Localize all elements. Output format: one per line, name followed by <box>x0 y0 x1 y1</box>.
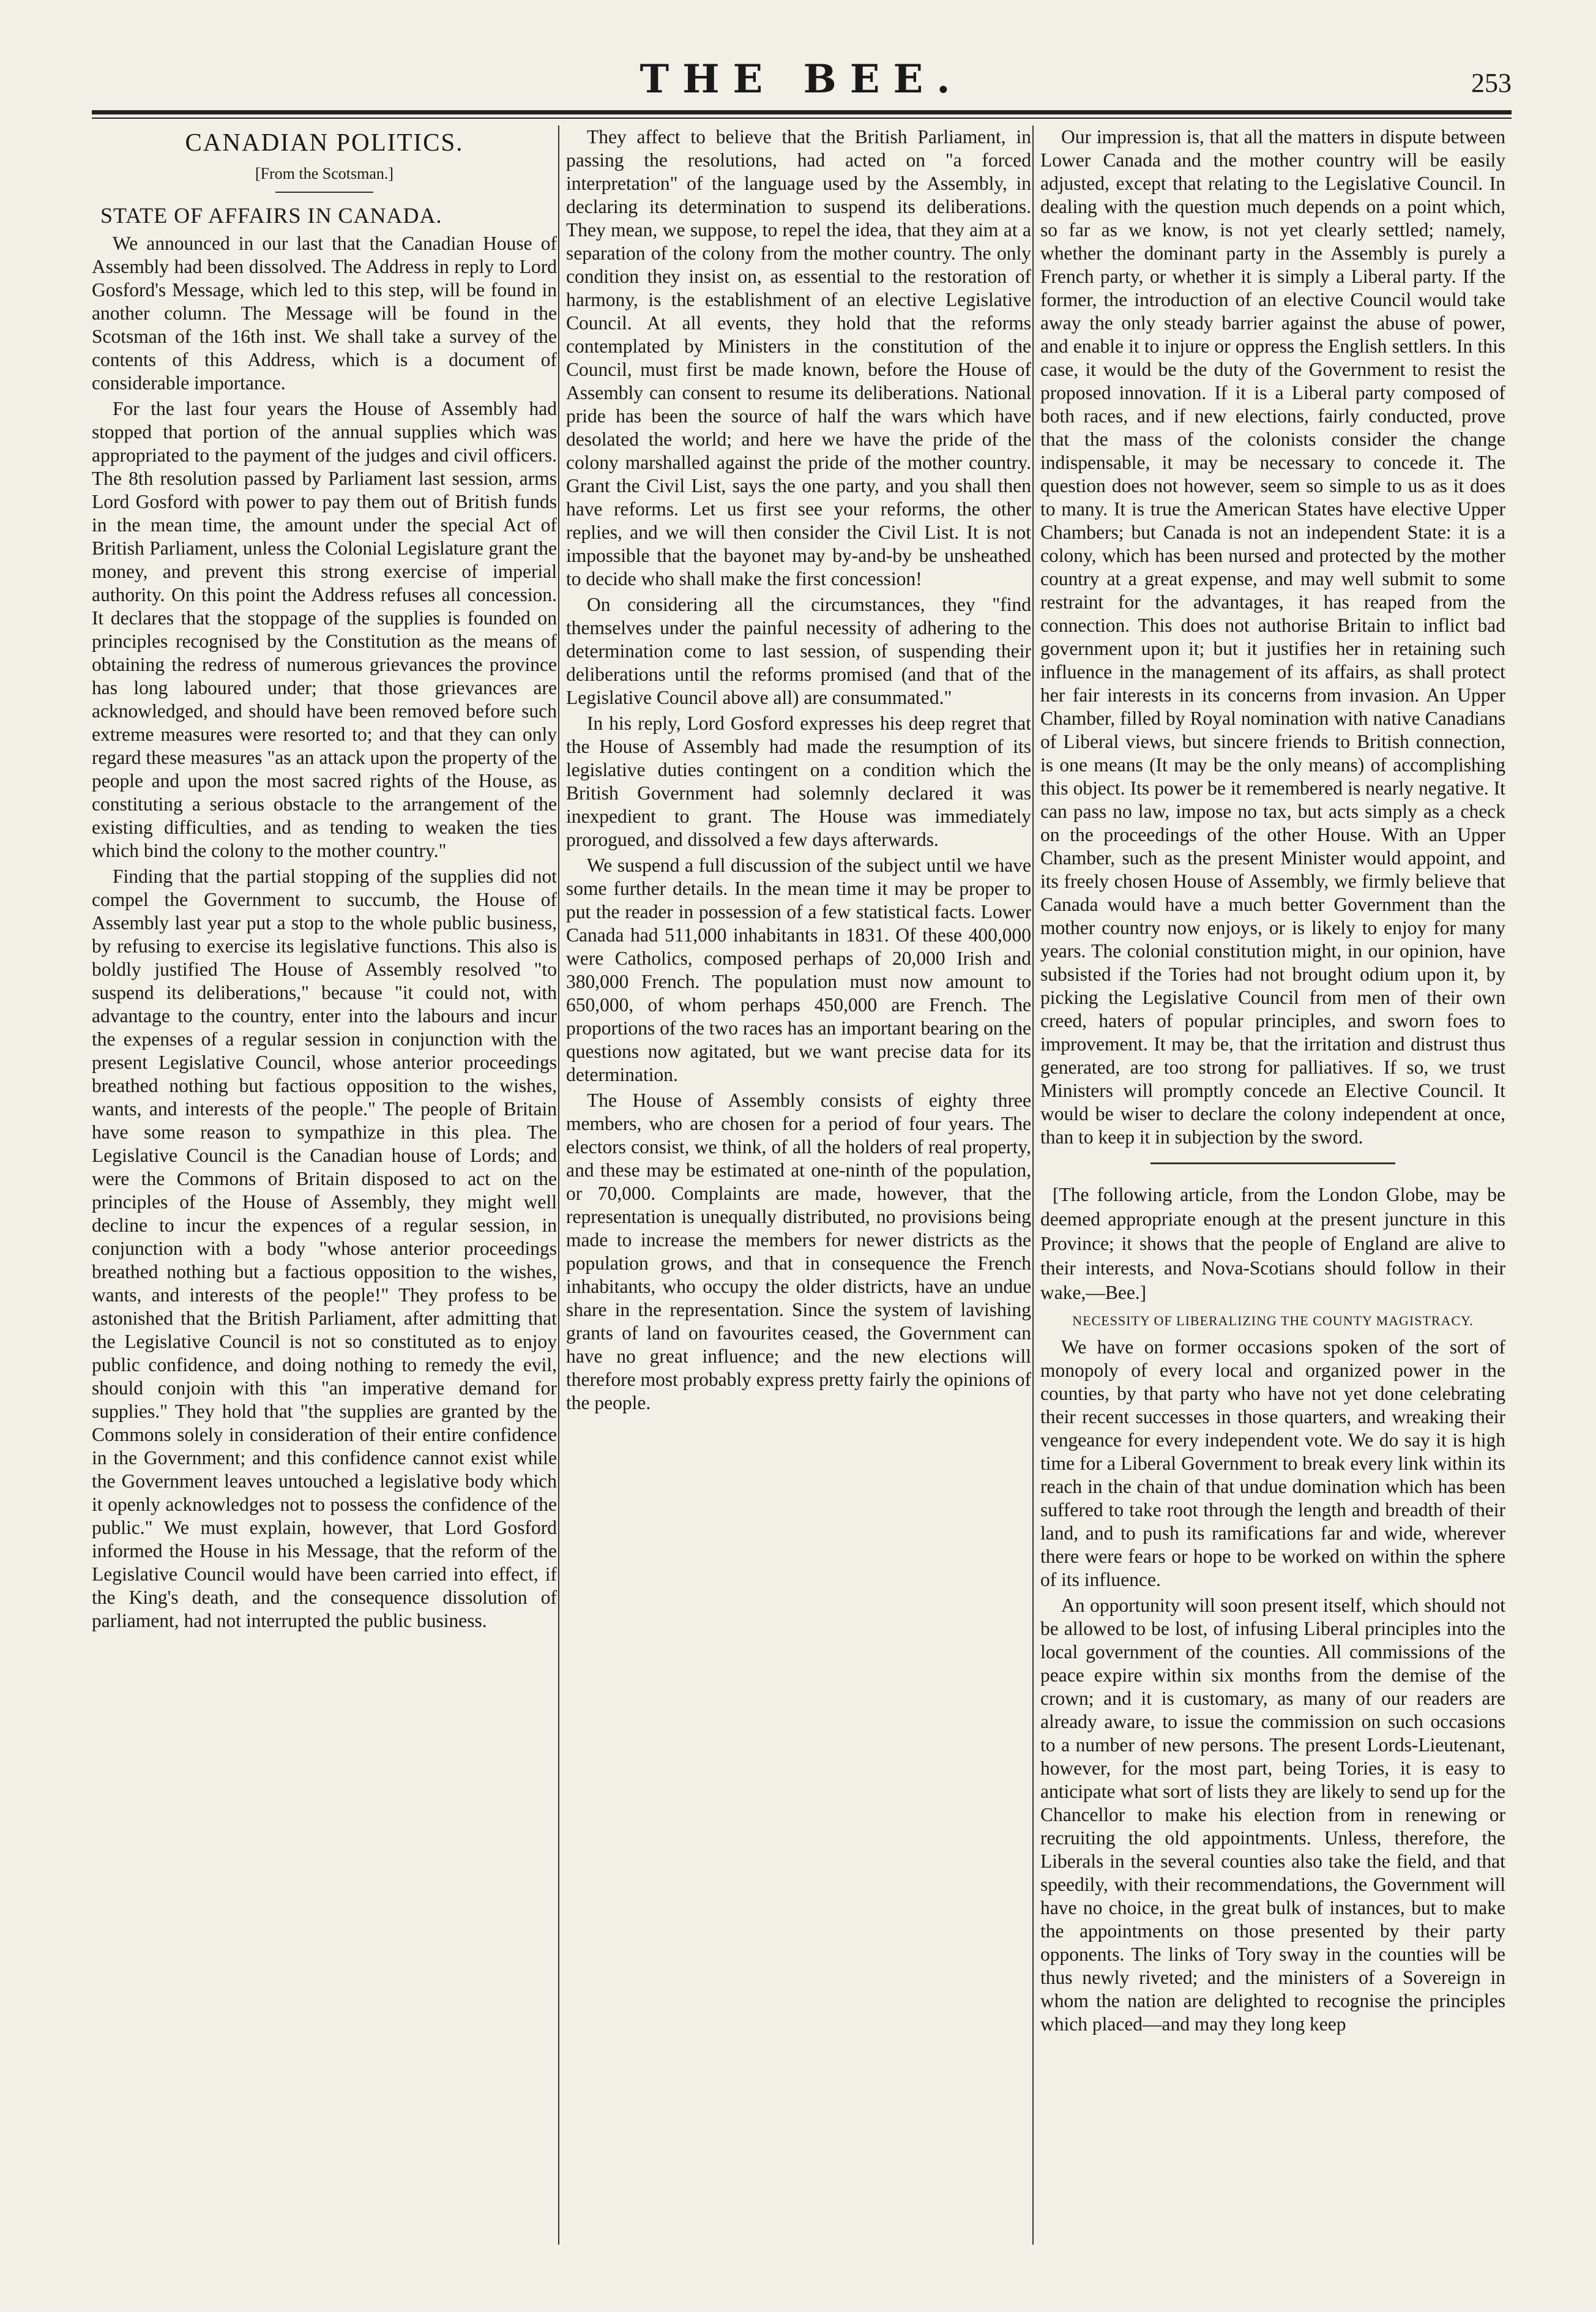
article-separator <box>1150 1162 1395 1164</box>
masthead-rule-thin <box>92 118 1512 119</box>
editor-note: [The following article, from the London Globe, may be deemed appropriate enough at the present juncture in this Province; it shows that the people of England are alive to their interests, and Nova-Scotians should follow in their wake,—Bee.] <box>1040 1184 1505 1303</box>
paragraph: We announced in our last that the Canadian House of Assembly had been dissolved. The Address in reply to Lord Gosford's Message, which led to this step, will be found in another column. The Message will be found in the Scotsman of the 16th inst. We shall take a survey of the contents of this Address, which is a document of considerable importance. <box>92 233 557 394</box>
article-heading: NECESSITY OF LIBERALIZING THE COUNTY MAGISTRACY. <box>1072 1313 1474 1328</box>
paragraph: For the last four years the House of Assembly had stopped that portion of the annual supplies which was appropriated to the payment of the judges and civil officers. The 8th resolution passed by Parliament last session, arms Lord Gosford with power to pay them out of British funds in the mean time, the amount under the special Act of British Parliament, unless the Colonial Legislature grant the money, and prevent this strong exercise of imperial authority. On this point the Address refuses all concession. It declares that the stoppage of the supplies is founded on principles recognised by the Constitution as the means of obtaining the redress of numerous grievances the province has long laboured under; that those grievances are acknowledged, and should have been removed before such extreme measures were resorted to; and that they can only regard these measures "as an attack upon the property of the people and upon the most sacred rights of the House, as constituting a serious obstacle to the arrangement of the existing difficulties, and as tending to weaken the ties which bind the colony to the mother country." <box>92 398 557 861</box>
masthead-rule-thick <box>92 110 1512 114</box>
article-source: [From the Scotsman.] <box>255 165 394 182</box>
paragraph: Finding that the partial stopping of the supplies did not compel the Government to succumb, the House of Assembly last year put a stop to the whole public business, by refusing to exercise its legislative functions. This also is boldly justified The House of Assembly resolved "to suspend its deliberations," because "it could not, with advantage to the country, enter into the labours and incur the expenses of a regular session in conjunction with the present Legislative Council, whose anterior proceedings breathed nothing but factious opposition to the wishes, wants, and interests of the people." The people of Britain have some reason to sympathize in this plea. The Legislative Council is the Canadian house of Lords; and were the Commons of Britain disposed to act on the principles of the House of Assembly, they might well decline to incur the expences of a regular session, in conjunction with a body "whose anterior proceedings breathed nothing but a factious opposition to the wishes, wants, and interests of the people!" They profess to be astonished that the British Parliament, after admitting that the Legislative Council is not so constituted as to enjoy public confidence, and doing nothing to remedy the evil, should conjoin with this "an imperative demand for supplies." They hold that "the supplies are granted by the Commons solely in consideration of their entire confidence in the Government; and this confidence cannot exist while the Government leaves untouched a legislative body which it openly acknowledges not to possess the confidence of the public." We must explain, however, that Lord Gosford informed the House in his Message, that the reform of the Legislative Council would have been carried into effect, if the King's death, and the consequence dissolution of parliament, had not interrupted the public business. <box>92 866 557 1631</box>
column-3 <box>1040 125 1505 2245</box>
column-divider <box>558 125 559 2245</box>
paragraph: On considering all the circumstances, they "find themselves under the painful necessity of adhering to the determination come to last session, of suspending their deliberations until the reforms promised (and that of the Legislative Council above all) are consummated." <box>566 594 1031 708</box>
page-number: 253 <box>1471 68 1512 98</box>
article-heading: CANADIAN POLITICS. <box>185 128 464 156</box>
column-1 <box>92 125 557 2245</box>
paragraph: In his reply, Lord Gosford expresses his deep regret that the House of Assembly had made the resumption of its legislative duties contingent on a condition which the British Government had solemnly declared it was inexpedient to grant. The House was immediately prorogued, and dissolved a few days afterwards. <box>566 713 1031 850</box>
paragraph: An opportunity will soon present itself, which should not be allowed to be lost, of infusing Liberal principles into the local government of the counties. All commissions of the peace expire within six months from the demise of the crown; and it is customary, as many of our readers are already aware, to issue the commission on such occasions to a number of new persons. The present Lords-Lieutenant, however, for the most part, being Tories, it is easy to anticipate what sort of lists they are likely to send up for the Chancellor to make his election from in renewing or recruiting the old appointments. Unless, therefore, the Liberals in the several counties also take the field, and that speedily, with their recommendations, the Government will have no choice, in the great bulk of instances, but to make the appointments on those presented by their party opponents. The links of Tory sway in the counties will be thus newly riveted; and the ministers of a Sovereign in whom the nation are delighted to recognise the principles which placed—and may they long keep <box>1040 1595 1505 2035</box>
paragraph: We suspend a full discussion of the subject until we have some further details. In the mean time it may be proper to put the reader in possession of a few statistical facts. Lower Canada had 511,000 inhabitants in 1831. Of these 400,000 were Catholics, composed perhaps of 20,000 Irish and 380,000 French. The population must now amount to 650,000, of whom perhaps 450,000 are French. The proportions of the two races has an important bearing on the questions now agitated, but we want precise data for its determination. <box>566 855 1031 1085</box>
column-2 <box>566 125 1031 2245</box>
newspaper-title: THE BEE. <box>640 56 964 102</box>
short-rule <box>275 192 373 193</box>
paragraph: We have on former occasions spoken of the sort of monopoly of every local and organized power in the counties, by that party who have not yet done celebrating their recent successes in those quarters, and wreaking their vengeance for every independent vote. We do say it is high time for a Liberal Government to break every link within its reach in the chain of that undue domination which has been suffered to take root through the length and breadth of their land, and to push its ramifications far and wide, wherever there were fears or hope to be worked on within the sphere of its influence. <box>1040 1336 1505 1590</box>
column-divider <box>1032 125 1034 2245</box>
article-subheading: STATE OF AFFAIRS IN CANADA. <box>100 203 442 228</box>
masthead <box>92 49 1512 116</box>
paragraph: The House of Assembly consists of eighty three members, who are chosen for a period of four years. The electors consist, we think, of all the holders of real property, and these may be estimated at one-ninth of the population, or 70,000. Complaints are made, however, that the representation is unequally distributed, no provisions being made to increase the members for newer districts as the population grows, and that in consequence the French inhabitants, who occupy the older districts, have an undue share in the representation. Since the system of lavishing grants of land on favourites ceased, the Government can have no great influence; and the new elections will therefore most probably express pretty fairly the opinions of the people. <box>566 1090 1031 1413</box>
paragraph: Our impression is, that all the matters in dispute between Lower Canada and the mother country will be easily adjusted, except that relating to the Legislative Council. In dealing with the question much depends on a point which, so far as we know, is not yet clearly settled; namely, whether the dominant party in the Assembly is purely a French party, or whether it is simply a Liberal party. If the former, the introduction of an elective Council would take away the only steady barrier against the abuse of power, and enable it to injure or oppress the English settlers. In this case, it would be the duty of the Government to resist the proposed innovation. If it is a Liberal party composed of both races, and if new elections, fairly conducted, prove that the mass of the colonists consider the change indispensable, it may be necessary to concede it. The question does not however, seem so simple to us as it does to many. It is true the American States have elective Upper Chambers; but Canada is not an independent State: it is a colony, which has been nursed and protected by the mother country at a great expense, and may well submit to some restraint for the advantages, it has reaped from the connection. This does not authorise Britain to inflict bad government upon it; but it justifies her in retaining such influence in the management of its affairs, as shall protect her fair interests in its concerns from invasion. An Upper Chamber, filled by Royal nomination with native Canadians of Liberal views, but sincere friends to British connection, is one means (It may be the only means) of accomplishing this object. Its power be it remembered is nearly negative. It can pass no law, impose no tax, but acts simply as a check on the proceedings of the other House. With an Upper Chamber, such as the present Minister would appoint, and its freely chosen House of Assembly, we firmly believe that Canada would have a much better Government than the mother country now enjoys, or is likely to enjoy for many years. The colonial constitution might, in our opinion, have subsisted if the Tories had not brought odium upon it, by picking the Legislative Council from men of their own creed, haters of popular principles, and sworn foes to improvement. It may be, that the irritation and distrust thus generated, are too strong for palliatives. If so, we trust Ministers will promptly concede an Elective Council. It would be wiser to declare the colony independent at once, than to keep it in subjection by the sword. <box>1040 126 1505 1148</box>
paragraph: They affect to believe that the British Parliament, in passing the resolutions, had acted on "a forced interpretation" of the language used by the Assembly, in declaring its determination to suspend its deliberations. They mean, we suppose, to repel the idea, that they aim at a separation of the colony from the mother country. The only condition they insist on, as essential to the restoration of harmony, is the establishment of an elective Legislative Council. At all events, they hold that the reforms contemplated by Ministers in the constitution of the Council, must first be made known, before the House of Assembly can consent to resume its deliberations. National pride has been the source of half the wars which have desolated the world; and here we have the pride of the colony marshalled against the pride of the mother country. Grant the Civil List, says the one party, and you shall then have reforms. Let us first see your reforms, the other replies, and we will then consider the Civil List. It is not impossible that the bayonet may by-and-by be unsheathed to decide who shall make the first concession! <box>566 126 1031 589</box>
